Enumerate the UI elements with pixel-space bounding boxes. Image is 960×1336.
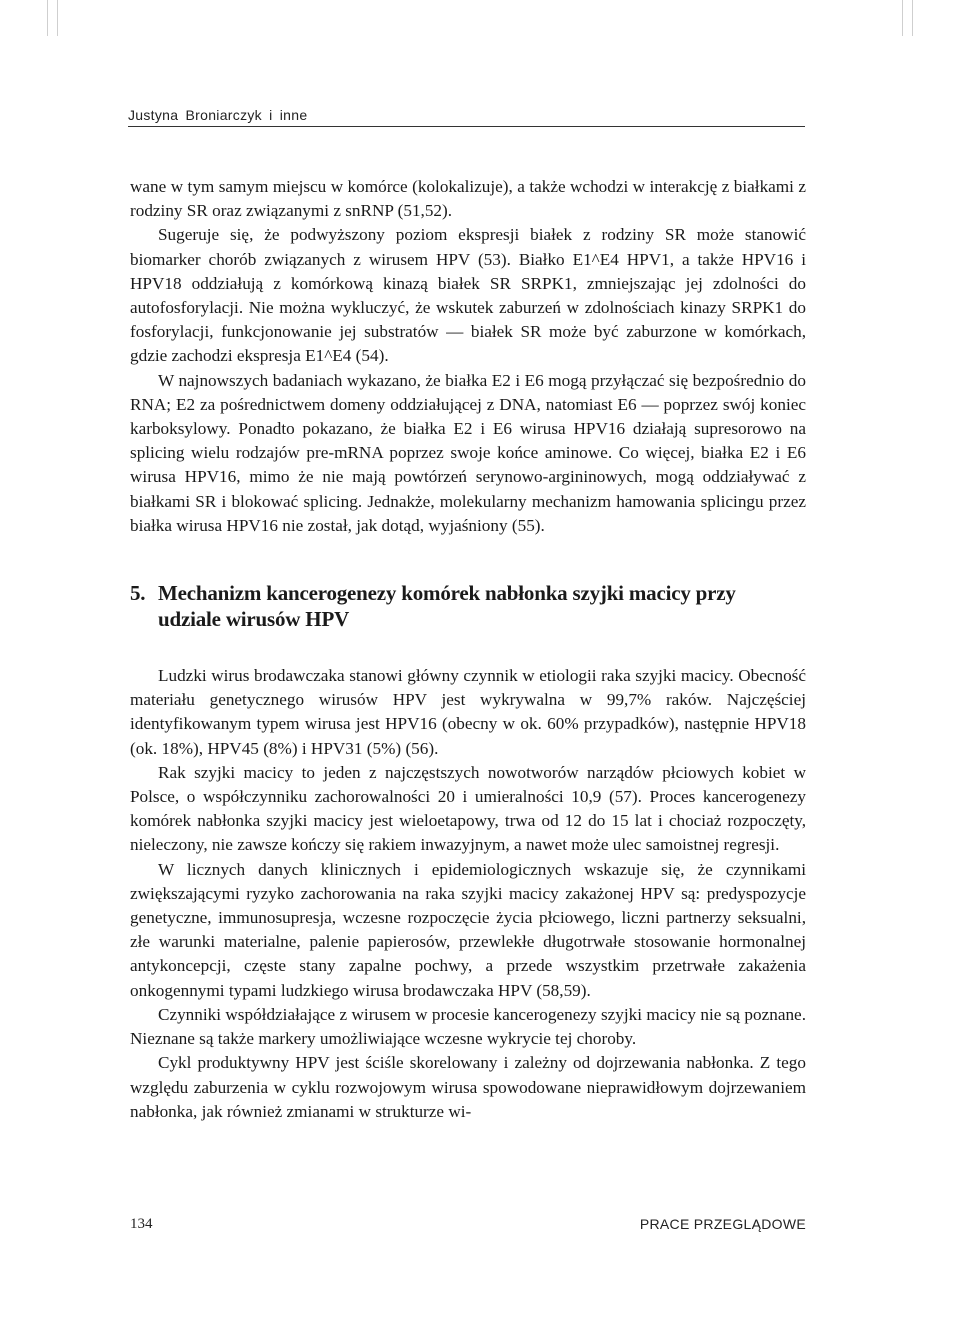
crop-mark (47, 0, 48, 36)
section-number: 5. (130, 581, 146, 606)
paragraph: W najnowszych badaniach wykazano, że białka E2 i E6 mogą przyłączać się bezpośrednio do RNA; E2 za pośrednictwem domeny oddziałującej z DNA, natomiast E6 — poprzez swój koniec karboksylowy. Ponadto pokazano, że białka E2 i E6 wirusa HPV16 działają supresorowo na splicing wielu rodzajów pre-mRNA poprzez swoje końce aminowe. Co więcej, białka E2 i E6 wirusa HPV16, mimo że nie mają powtórzeń serynowo-argininowych, mogą oddziaływać z białkami SR i blokować splicing. Jednakże, molekularny mechanizm hamowania splicingu przez białka wirusa HPV16 nie został, jak dotąd, wyjaśniony (55). (130, 370, 806, 535)
paragraph: Ludzki wirus brodawczaka stanowi główny czynnik w etiologii raka szyjki macicy. Obecność materiału genetycznego wirusów HPV jest wykrywalna w 99,7% raków. Najczęściej identyfikowanym typem wirusa jest HPV16 (obecny w ok. 60% przypadków), następnie HPV18 (ok. 18%), HPV45 (8%) i HPV31 (5%) (56). (130, 666, 806, 758)
running-head (128, 107, 805, 127)
paragraph: Cykl produktywny HPV jest ściśle skorelowany i zależny od dojrzewania nabłonka. Z tego względu zaburzenia w cyklu rozwojowym wirusa spowodowane nieprawidłowym dojrzewaniem nabłonka, jak również zmianami w strukturze wi- (130, 1053, 806, 1121)
paragraph: W licznych danych klinicznych i epidemiologicznych wskazuje się, że czynnikami zwiększającymi ryzyko zachorowania na raka szyjki macicy zakażonej HPV są: predyspozycje genetyczne, immunosupresja, wczesne rozpoczęcie życia płciowego, liczni partnerzy seksualni, złe warunki materialne, palenie papierosów, przewlekłe długotrwałe stosowanie hormonalnej antykoncepcji, częste stany zapalne pochwy, a przede wszystkim przetrwałe zakażenia onkogennymi typami ludzkiego wirusa brodawczaka HPV (58,59). (130, 859, 806, 1000)
article-body (130, 175, 806, 1124)
section-body (130, 664, 806, 1124)
crop-mark (912, 0, 913, 36)
section-title: Mechanizm kancerogenezy komórek nabłonka szyjki macicy przy udziale wirusów HPV (158, 581, 736, 632)
paragraph: Czynniki współdziałające z wirusem w procesie kancerogenezy szyjki macicy nie są poznane. Nieznane są także markery umożliwiające wczesne wykrycie tej choroby. (130, 1004, 806, 1049)
paragraph: wane w tym samym miejscu w komórce (kolokalizuje), a także wchodzi w interakcję z białkami z rodziny SR oraz związanymi z snRNP (51,52). (130, 177, 806, 221)
paragraph: Sugeruje się, że podwyższony poziom ekspresji białek z rodziny SR może stanowić biomarker chorób związanych z wirusem HPV (53). Białko E1^E4 HPV1, a także HPV16 i HPV18 oddziałują z komórkową kinazą białek SR SRPK1, zmniejszając jej zdolności do autofosforylacji. Nie można wykluczyć, że wskutek zaburzeń w zdolnościach kinazy SRPK1 do fosforylacji, funkcjonowanie jej substratów — białek SR może być zaburzone w komórkach, gdzie zachodzi ekspresja E1^E4 (54). (130, 225, 806, 366)
running-head-authors: Justyna Broniarczyk i inne (128, 107, 308, 123)
page-number: 134 (130, 1216, 153, 1232)
crop-mark (57, 0, 58, 36)
journal-section-label: PRACE PRZEGLĄDOWE (639, 1216, 806, 1232)
section-heading (130, 580, 806, 632)
crop-mark (902, 0, 903, 36)
paragraph: Rak szyjki macicy to jeden z najczęstszych nowotworów narządów płciowych kobiet w Polsce, o współczynniku zachorowalności 20 i umieralności 10,9 (57). Proces kancerogenezy komórek nabłonka szyjki macicy jest wieloetapowy, trwa od 12 do 15 lat i chociaż rozpoczęty, nieleczony, nie zawsze kończy się rakiem inwazyjnym, a nawet może ulec samoistnej regresji. (130, 762, 806, 855)
